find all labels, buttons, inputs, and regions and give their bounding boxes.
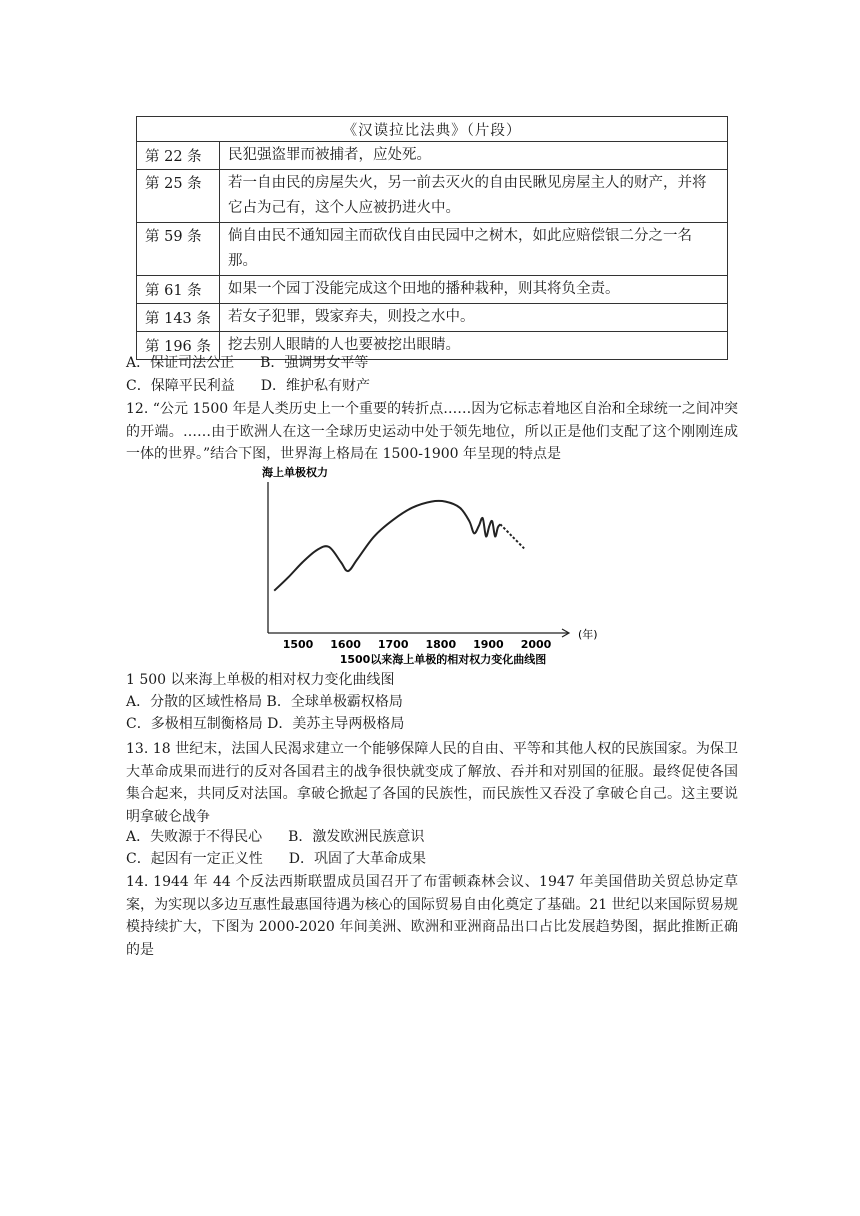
article-number: 第 143 条	[137, 304, 220, 332]
q12-caption: 1 500 以来海上单极的相对权力变化曲线图	[126, 672, 395, 688]
q13-option-b[interactable]: B．激发欧洲民族意识	[288, 829, 425, 845]
chart-title: 1500以来海上单极的相对权力变化曲线图	[339, 653, 547, 666]
article-number: 第 25 条	[137, 170, 220, 223]
series-line-projection	[500, 524, 524, 548]
table-title: 《汉谟拉比法典》（片段）	[137, 117, 728, 142]
q11-option-a[interactable]: A．保证司法公正	[126, 355, 235, 371]
q12-options-row-1[interactable]: A．分散的区域性格局 B．全球单极霸权格局	[126, 694, 403, 710]
article-text: 若女子犯罪，毁家弃夫，则投之水中。	[220, 304, 728, 332]
q11-option-c[interactable]: C．保障平民利益	[126, 378, 235, 394]
q13-option-c[interactable]: C．起因有一定正义性	[126, 851, 263, 867]
article-text: 如果一个园丁没能完成这个田地的播种栽种，则其将负全责。	[220, 276, 728, 304]
x-tick-label: 2000	[520, 638, 552, 651]
series-line	[274, 501, 500, 591]
article-number: 第 22 条	[137, 142, 220, 170]
q13-options-row-1	[126, 827, 424, 847]
q14-stem: 14. 1944 年 44 个反法西斯联盟成员国召开了布雷顿森林会议、1947 年美国借助关贸总协定草案，为实现以多边互惠性最惠国待遇为核心的国际贸易自由化奠定了基础。21 世纪以来国际贸易规模持续扩大，下图为 2000-2020 年间美洲、欧洲和亚洲商品出口占比发展趋势图，据此推断正确的是	[126, 874, 738, 958]
article-text: 若一自由民的房屋失火，另一前去灭火的自由民瞅见房屋主人的财产，并将它占为己有，这个人应被扔进火中。	[220, 170, 728, 223]
article-number: 第 196 条	[137, 332, 220, 360]
q11-option-d[interactable]: D．维护私有财产	[260, 378, 370, 394]
q12-stem: 12. “公元 1500 年是人类历史上一个重要的转折点……因为它标志着地区自治和全球统一之间冲突的开端。……由于欧洲人在这一全球历史运动中处于领先地位，所以正是他们支配了这个刚刚连成一体的世界。”结合下图，世界海上格局在 1500-1900 年呈现的特点是	[126, 401, 738, 462]
x-tick-label: 1900	[473, 638, 504, 651]
q13-option-d[interactable]: D．巩固了大革命成果	[288, 851, 426, 867]
q13-options-row-2	[126, 849, 426, 869]
x-tick-label: 1700	[377, 638, 409, 651]
q11-option-b[interactable]: B．强调男女平等	[260, 355, 369, 371]
q13-option-a[interactable]: A．失败源于不得民心	[126, 829, 263, 845]
x-tick-label: 1500	[282, 638, 314, 651]
article-text: 倘自由民不通知园主而砍伐自由民园中之树木，如此应赔偿银二分之一名那。	[220, 223, 728, 276]
article-text: 挖去别人眼睛的人也要被挖出眼睛。	[220, 332, 728, 360]
chart-xlabel: (年)	[578, 628, 598, 641]
article-number: 第 59 条	[137, 223, 220, 276]
x-tick-label: 1800	[425, 638, 457, 651]
q12-options-row-2[interactable]: C．多极相互制衡格局 D．美苏主导两极格局	[126, 716, 405, 732]
q13-stem: 13. 18 世纪末，法国人民渴求建立一个能够保障人民的自由、平等和其他人权的民族国家。为保卫大革命成果而进行的反对各国君主的战争很快就变成了解放、吞并和对别国的征服。最终促使各国集合起来，共同反对法国。拿破仑掀起了各国的民族性，而民族性又吞没了拿破仑自己。这主要说明拿破仑战争	[126, 741, 738, 825]
article-text: 民犯强盗罪而被捕者，应处死。	[220, 142, 728, 170]
article-number: 第 61 条	[137, 276, 220, 304]
chart-ylabel: 海上单极权力	[262, 466, 328, 479]
x-tick-label: 1600	[330, 638, 361, 651]
